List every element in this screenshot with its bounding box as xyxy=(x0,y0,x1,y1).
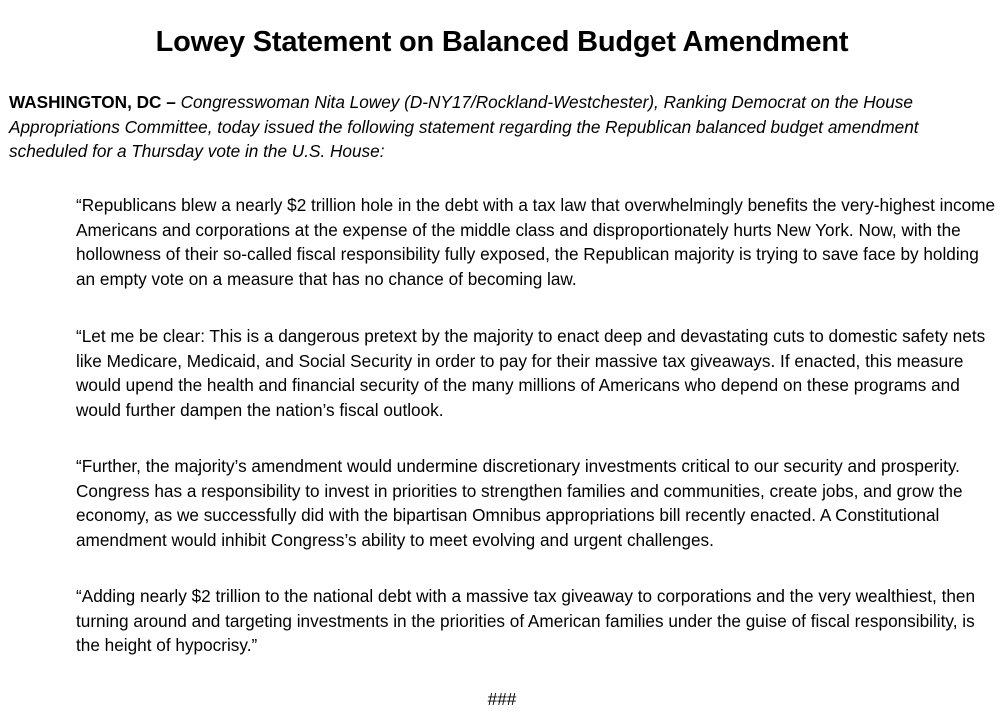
statement-paragraph-2: “Let me be clear: This is a dangerous pretext by the majority to enact deep and devastating cuts to domestic safety nets like Medicare, Medicaid, and Social Security in order to pay for their massive tax giveaways. If enacted, this measure would upend the health and financial security of the many millions of Americans who depend on these programs and would further dampen the nation’s fiscal outlook. xyxy=(76,326,986,420)
statement-paragraph-4: “Adding nearly $2 trillion to the national debt with a massive tax giveaway to corporations and the very wealthiest, then turning around and targeting investments in the priorities of American families under the guise of fiscal responsibility, is the height of hypocrisy.” xyxy=(76,586,976,655)
statement-paragraph-3: “Further, the majority’s amendment would undermine discretionary investments critical to our security and prosperity. Congress has a responsibility to invest in priorities to strengthen families and communities, create jobs, and grow the economy, as we successfully did with the bipartisan Omnibus appropriations bill recently enacted. A Constitutional amendment would inhibit Congress’s ability to meet evolving and urgent challenges. xyxy=(76,456,963,550)
statement-paragraph-1: “Republicans blew a nearly $2 trillion hole in the debt with a tax law that overwhelmingly benefits the very-highest income Americans and corporations at the expense of the middle class and disproportionately hurts New York. Now, with the hollowness of their so-called fiscal responsibility fully exposed, the Republican majority is trying to save face by holding an empty vote on a measure that has no chance of becoming law. xyxy=(76,195,996,289)
dateline: WASHINGTON, DC – xyxy=(9,92,176,112)
document-title: Lowey Statement on Balanced Budget Amendment xyxy=(155,26,849,58)
end-mark: ### xyxy=(487,689,517,709)
intro-paragraph xyxy=(9,90,999,164)
intro-text: Congresswoman Nita Lowey (D-NY17/Rockland-Westchester), Ranking Democrat on the House Appropriations Committee, today issued the following statement regarding the Republican balanced budget amendment scheduled for a Thursday vote in the U.S. House: xyxy=(9,92,919,161)
